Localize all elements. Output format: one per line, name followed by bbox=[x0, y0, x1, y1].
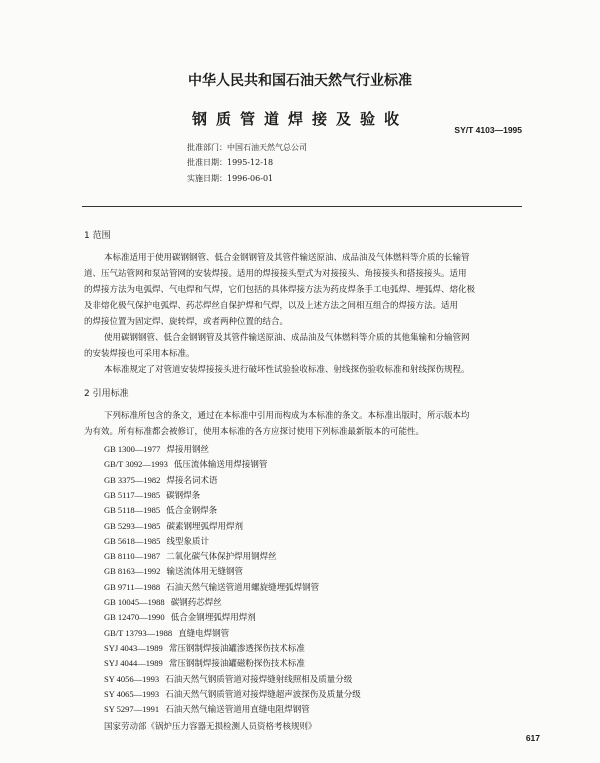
reference-item bbox=[104, 657, 305, 669]
reference-code: SY 4065—1993 bbox=[104, 688, 160, 699]
reference-title: 碳素钢埋弧焊用焊剂 bbox=[166, 521, 243, 532]
reference-title: 焊接用钢丝 bbox=[166, 445, 209, 455]
page-number: 617 bbox=[525, 733, 540, 743]
section-2-intro-line: 为有效。所有标准都会被修订，使用本标准的各方应探讨使用下列标准最新版本的可能性。 bbox=[84, 427, 425, 437]
reference-item bbox=[104, 458, 267, 470]
reference-title: 石油天然气钢质管道对接焊缝超声波探伤及质量分级 bbox=[165, 689, 361, 700]
reference-item bbox=[104, 489, 200, 501]
reference-title: 石油天然气输送管道用直缝电阻焊钢管 bbox=[165, 705, 310, 716]
reference-code: GB 5293—1985 bbox=[104, 520, 161, 531]
section-2-intro-line: 下列标准所包含的条文，通过在本标准中引用而构成为本标准的条文。本标准出版时，所示版本均 bbox=[104, 411, 470, 421]
section-1-para2-line: 的安装焊接也可采用本标准。 bbox=[84, 349, 195, 359]
section-2-heading: 2 引用标准 bbox=[84, 389, 129, 399]
reference-item bbox=[104, 673, 352, 685]
section-1-para1-line: 本标准适用于使用碳钢钢管、低合金钢钢管及其管件输送原油、成品油及气体燃料等介质的长输管 bbox=[104, 253, 470, 263]
reference-code: GB 5117—1985 bbox=[104, 489, 161, 500]
reference-code: GB/T 13793—1988 bbox=[104, 627, 173, 638]
reference-title: 输送流体用无缝钢管 bbox=[166, 567, 243, 578]
section-1-para1-line: 的焊接方法为电弧焊、气电焊和气焊，它们包括的具体焊接方法为药皮焊条手工电弧焊、埋弧焊、熔化极 bbox=[84, 285, 476, 295]
effective-date: 实施日期：1996-06-01 bbox=[187, 174, 274, 183]
document-header: 中华人民共和国石油天然气行业标准 bbox=[188, 73, 412, 89]
section-1-para2-line: 使用碳钢钢管、低合金钢钢管及其管件输送原油、成品油及气体燃料等介质的其他集输和分输管网 bbox=[104, 333, 470, 343]
reference-item bbox=[104, 565, 243, 577]
document-title: 钢质管道焊接及验收 bbox=[191, 110, 408, 128]
reference-code: GB 12470—1990 bbox=[104, 612, 165, 623]
reference-title: 线型象质计 bbox=[166, 536, 209, 547]
reference-code: GB 10045—1988 bbox=[104, 597, 165, 607]
reference-item bbox=[104, 443, 209, 455]
reference-title: 低合金钢焊条 bbox=[166, 506, 218, 517]
reference-regulation: 国家劳动部《锅炉压力容器无损检测人员资格考核规则》 bbox=[104, 722, 317, 732]
reference-title: 碳钢药芯焊丝 bbox=[170, 598, 222, 608]
reference-code: GB 8163—1992 bbox=[104, 566, 161, 577]
reference-title: 石油天然气输送管道用螺旋缝埋弧焊钢管 bbox=[166, 582, 320, 593]
reference-code: GB/T 3092—1993 bbox=[104, 459, 168, 470]
reference-item bbox=[104, 703, 310, 715]
header-divider bbox=[82, 206, 522, 207]
section-1-para1-line: 及非熔化极气保护电弧焊、药芯焊丝自保护焊和气焊，以及上述方法之间相互组合的焊接方法。适用 bbox=[84, 301, 459, 311]
reference-title: 低合金钢埋弧焊用焊剂 bbox=[170, 613, 256, 624]
reference-code: SYJ 4043—1989 bbox=[104, 642, 163, 653]
reference-title: 低压流体输送用焊接钢管 bbox=[173, 460, 268, 471]
reference-title: 石油天然气钢质管道对接焊缝射线照相及质量分级 bbox=[165, 674, 353, 685]
reference-item bbox=[104, 642, 305, 654]
section-1-para1-line: 道、压气站管网和泵站管网的安装焊接。适用的焊接接头型式为对接接头、角接接头和搭接接头。适用 bbox=[84, 269, 467, 279]
reference-item bbox=[104, 611, 256, 623]
reference-title: 二氧化碳气体保护焊用钢焊丝 bbox=[166, 552, 277, 563]
reference-item bbox=[104, 627, 229, 639]
reference-item bbox=[104, 520, 243, 532]
reference-item bbox=[104, 550, 277, 562]
reference-code: GB 5118—1985 bbox=[104, 505, 161, 516]
reference-code: GB 3375—1982 bbox=[104, 474, 161, 485]
section-1-para1-line: 的焊接位置为固定焊、旋转焊，或者两种位置的结合。 bbox=[84, 317, 289, 327]
reference-code: SYJ 4044—1989 bbox=[104, 658, 163, 669]
reference-item bbox=[104, 596, 222, 608]
section-1-para3-line: 本标准规定了对管道安装焊接接头进行破坏性试验验收标准、射线探伤验收标准和射线探伤规程。 bbox=[104, 365, 470, 375]
reference-item bbox=[104, 581, 319, 593]
reference-code: SY 4056—1993 bbox=[104, 673, 160, 684]
reference-item bbox=[104, 535, 209, 547]
reference-title: 碳钢焊条 bbox=[166, 490, 201, 501]
approval-authority: 批准部门：中国石油天然气总公司 bbox=[187, 143, 307, 152]
reference-code: GB 5618—1985 bbox=[104, 535, 161, 546]
approval-date: 批准日期：1995-12-18 bbox=[187, 158, 274, 167]
reference-title: 常压钢制焊接油罐渗透探伤技术标准 bbox=[168, 643, 305, 654]
standard-number: SY/T 4103—1995 bbox=[454, 125, 522, 135]
reference-title: 常压钢制焊接油罐磁粉探伤技术标准 bbox=[168, 659, 305, 670]
reference-title: 直缝电焊钢管 bbox=[178, 628, 230, 639]
reference-item bbox=[104, 504, 217, 516]
reference-code: GB 8110—1987 bbox=[104, 551, 161, 562]
reference-code: SY 5297—1991 bbox=[104, 704, 160, 715]
reference-item bbox=[104, 474, 217, 486]
section-1-heading: 1 范围 bbox=[84, 231, 111, 241]
reference-title: 焊接名词术语 bbox=[166, 475, 218, 486]
reference-item bbox=[104, 688, 361, 700]
reference-code: GB 1300—1977 bbox=[104, 444, 161, 454]
reference-code: GB 9711—1988 bbox=[104, 581, 161, 592]
